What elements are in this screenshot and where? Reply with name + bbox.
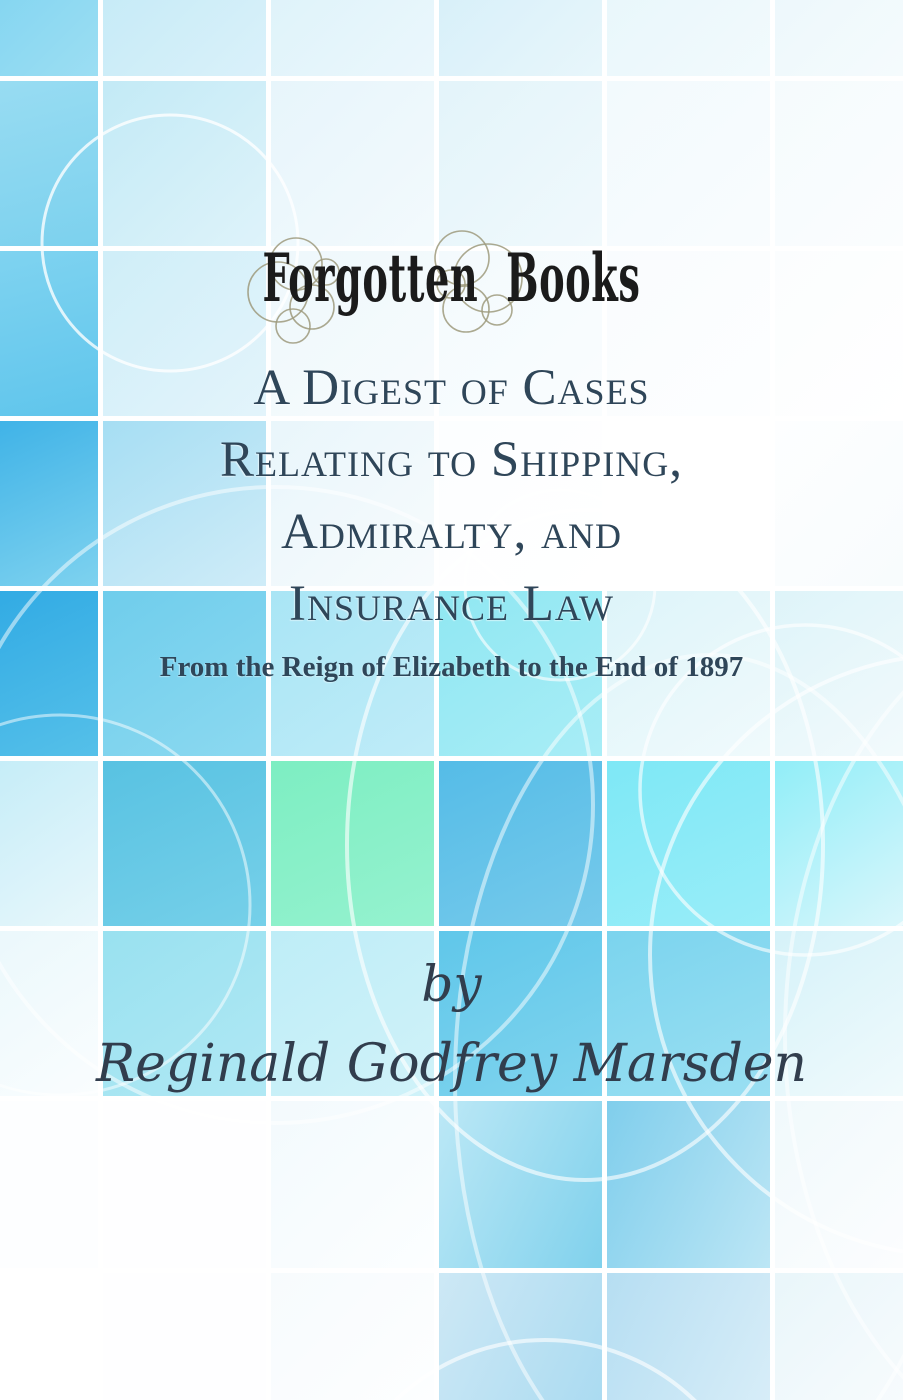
bg-tile xyxy=(0,0,98,76)
title-line-4: Insurance Law xyxy=(288,576,614,632)
bg-tile xyxy=(775,1273,903,1400)
bg-tile xyxy=(0,761,98,926)
bg-tile xyxy=(439,1101,602,1268)
bg-tile xyxy=(607,1273,770,1400)
bg-tile xyxy=(103,761,266,926)
bg-tile xyxy=(439,761,602,926)
bg-tile-mint xyxy=(271,761,434,926)
byline-prefix: by xyxy=(421,955,482,1013)
title-line-3: Admiralty, and xyxy=(280,504,622,560)
publisher-logo-text: Forgotten Books xyxy=(262,239,641,317)
bg-tile xyxy=(271,0,434,76)
bg-tile xyxy=(0,1101,98,1268)
bg-tile xyxy=(607,0,770,76)
bg-tile xyxy=(607,1101,770,1268)
publisher-logo xyxy=(0,212,903,344)
title-line-1: A Digest of Cases xyxy=(253,360,650,416)
bg-tile xyxy=(439,0,602,76)
bg-tile xyxy=(103,0,266,76)
bg-tile xyxy=(103,1273,266,1400)
bg-tile xyxy=(271,1101,434,1268)
title-line-2: Relating to Shipping, xyxy=(220,432,683,488)
book-subtitle: From the Reign of Elizabeth to the End of 1897 xyxy=(159,651,744,683)
bg-tile xyxy=(439,1273,602,1400)
bg-tile xyxy=(271,1273,434,1400)
bg-tile xyxy=(775,1101,903,1268)
book-title xyxy=(0,352,903,640)
bg-tile xyxy=(607,761,770,926)
bg-tile xyxy=(775,0,903,76)
bg-tile xyxy=(0,1273,98,1400)
bg-tile xyxy=(775,761,903,926)
author-name: Reginald Godfrey Marsden xyxy=(95,1034,808,1094)
bg-tile xyxy=(103,1101,266,1268)
